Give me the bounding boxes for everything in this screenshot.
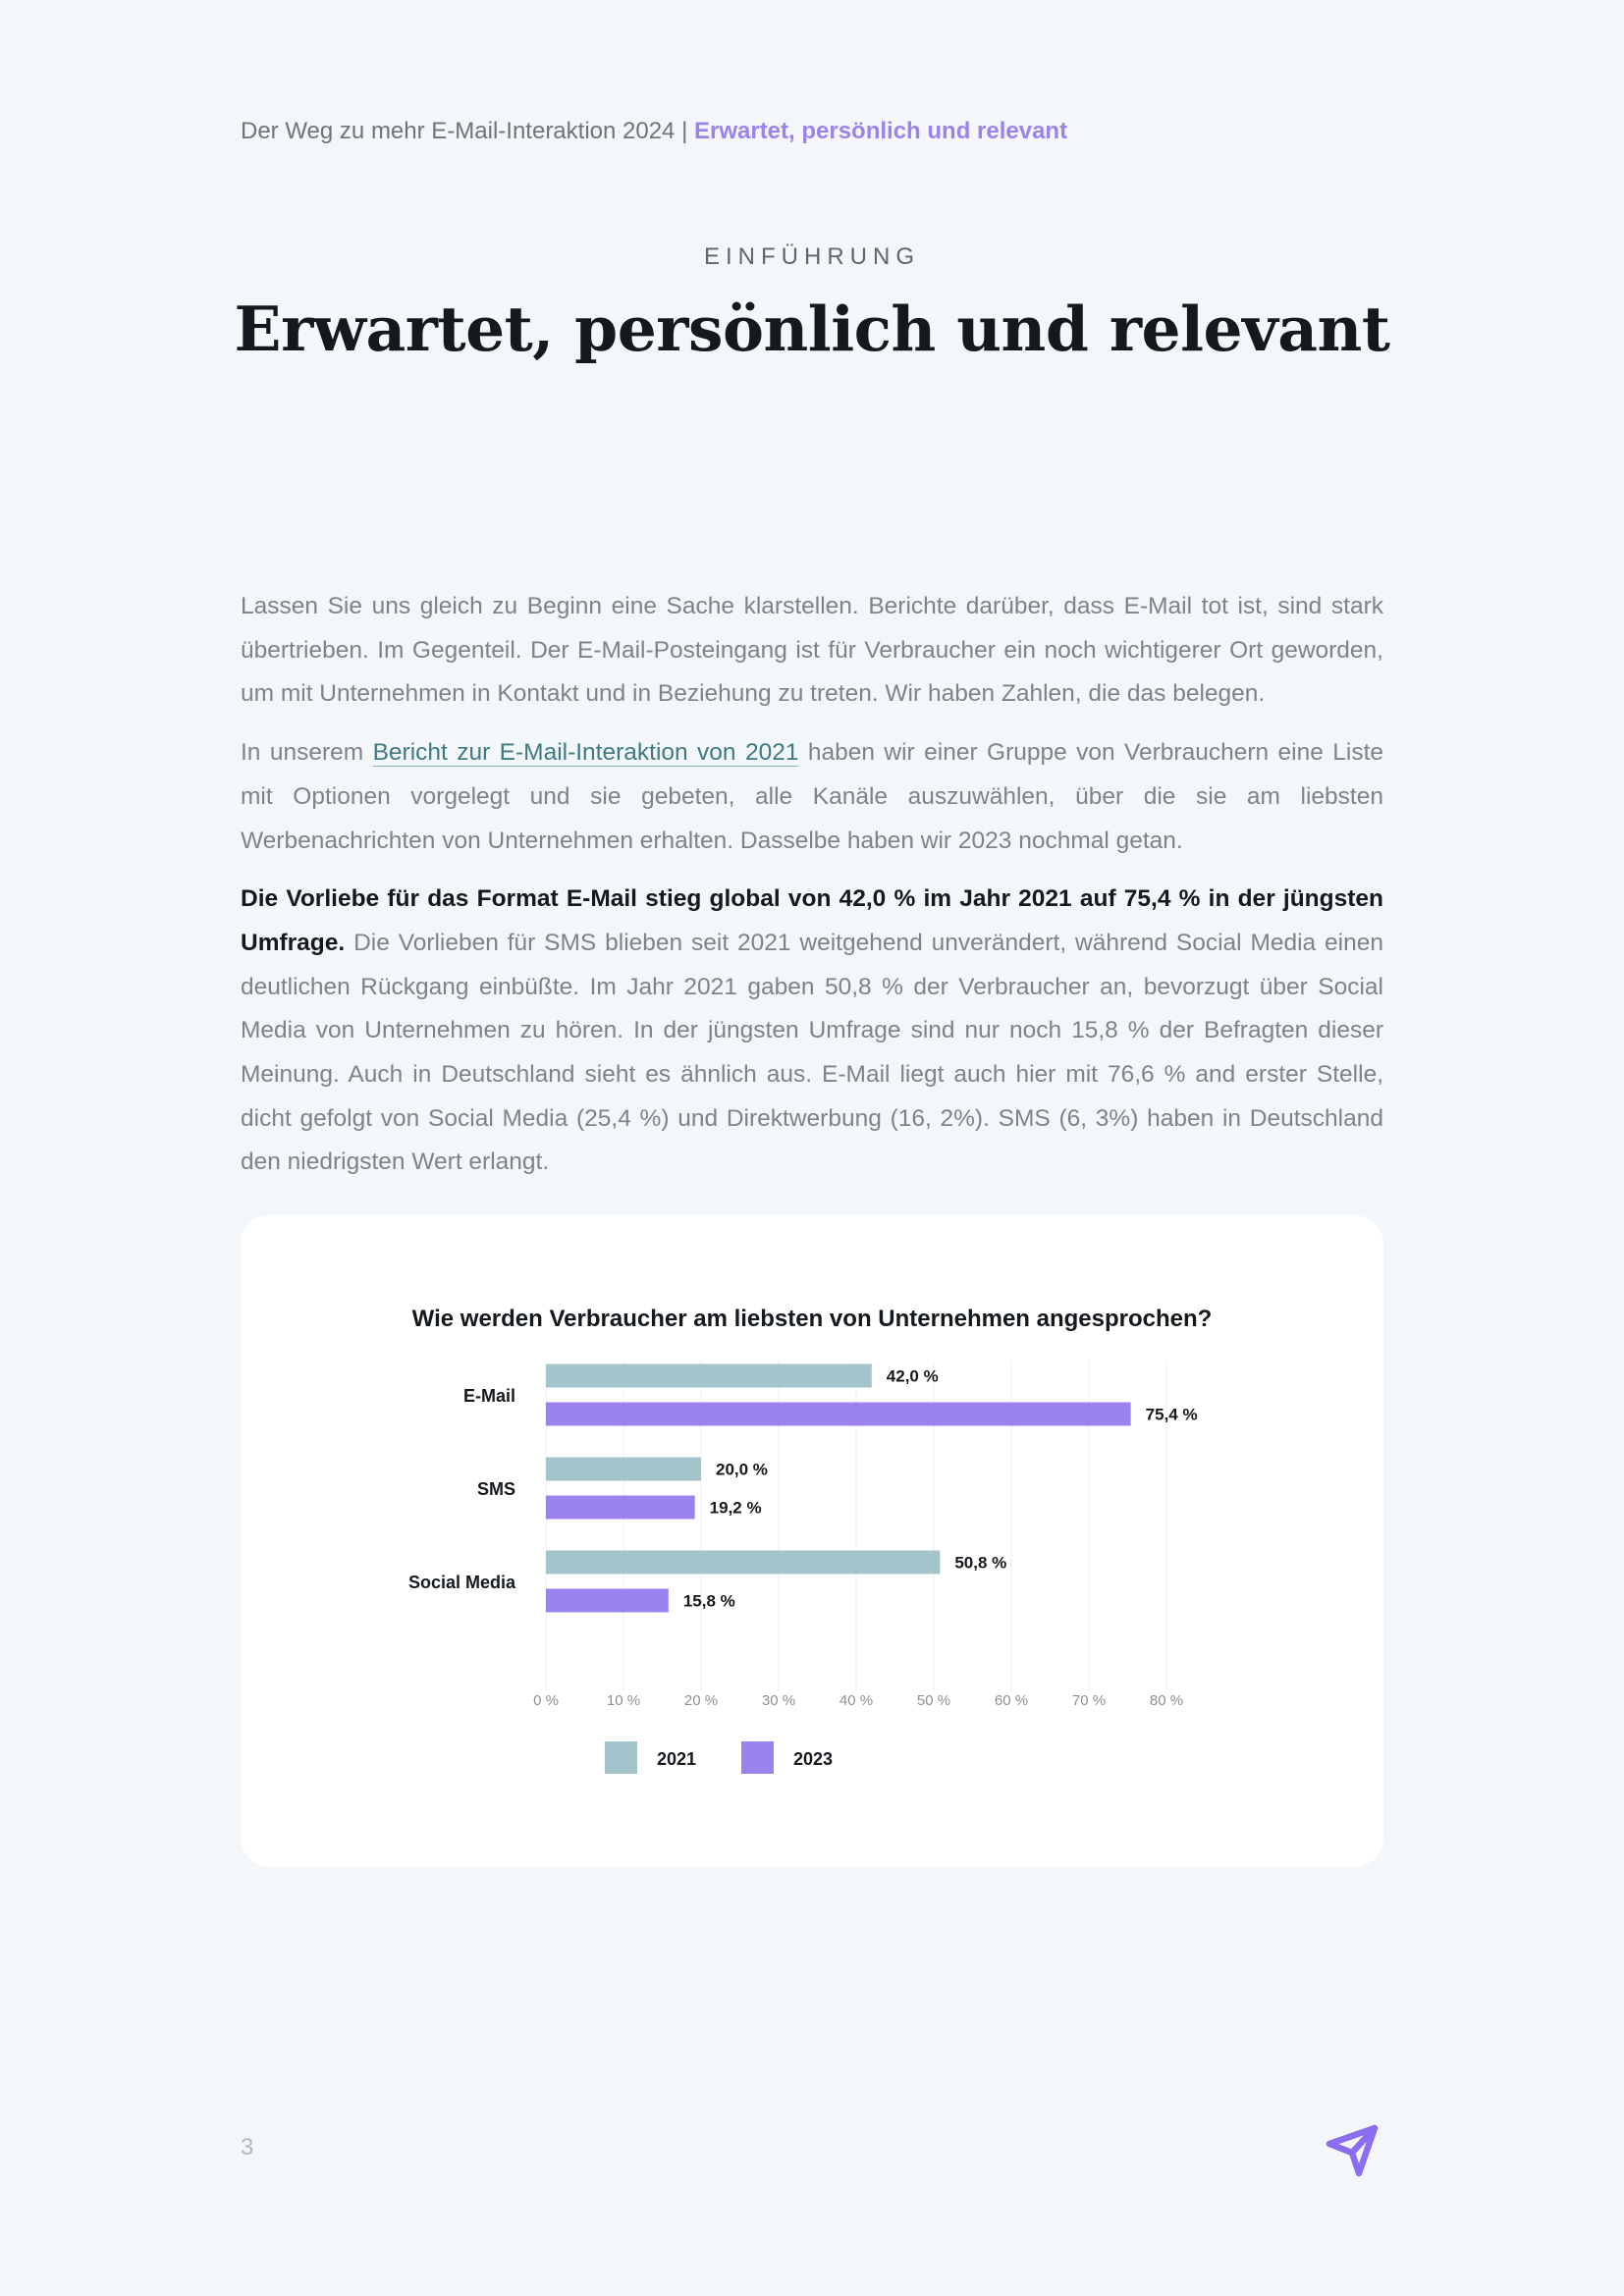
page-title: Erwartet, persönlich und relevant — [234, 293, 1390, 365]
data-label: 42,0 % — [886, 1366, 939, 1386]
bar-2021 — [546, 1551, 940, 1575]
paper-plane-icon — [1324, 2122, 1380, 2179]
bar-2023 — [546, 1403, 1131, 1426]
running-header-section: Erwartet, persönlich und relevant — [693, 118, 1068, 144]
bar-2021 — [546, 1458, 701, 1481]
running-header-title: Der Weg zu mehr E-Mail-Interaktion 2024 | — [241, 118, 688, 144]
x-tick-label: 60 % — [994, 1692, 1029, 1709]
category-label: Social Media — [407, 1573, 515, 1592]
body-text — [241, 585, 1383, 1200]
bar-chart — [241, 1215, 1383, 1867]
bar-2023 — [546, 1496, 695, 1520]
category-label: E-Mail — [462, 1386, 515, 1406]
data-label: 20,0 % — [716, 1460, 768, 1479]
key-finding: Die Vorliebe für das Format E-Mail stieg global von 42,0 % im Jahr 2021 auf 75,4 % in der jüngsten Umfrage. — [241, 885, 1383, 956]
x-tick-label: 20 % — [683, 1692, 719, 1709]
paragraph-findings — [241, 878, 1383, 1185]
x-tick-label: 50 % — [916, 1692, 951, 1709]
paragraph-findings-rest: Die Vorlieben für SMS blieben seit 2021 weitgehend unverändert, während Social Media einen deutlichen Rückgang einbüßte. Im Jahr 2021 gaben 50,8 % der Verbraucher an, bevorzugt über Social Media von Unternehmen zu hören. In der jüngsten Umfrage sind nur noch 15,8 % der Befragten dieser Meinung. Auch in Deutschland sieht es ähnlich aus. E-Mail liegt auch hier mit 76,6 % and erster Stelle, dicht gefolgt von Social Media (25,4 %) und Direktwerbung (16, 2%). SMS (6, 3%) haben in Deutschland den niedrigsten Wert erlangt. — [241, 929, 1383, 1176]
bar-2023 — [546, 1589, 669, 1613]
report-2021-link[interactable]: Bericht zur E-Mail-Interaktion von 2021 — [372, 739, 799, 767]
x-tick-label: 0 % — [533, 1692, 559, 1709]
data-label: 50,8 % — [954, 1553, 1007, 1573]
paragraph-report — [241, 731, 1383, 863]
x-tick-label: 40 % — [839, 1692, 874, 1709]
paragraph-intro: Lassen Sie uns gleich zu Beginn eine Sache klarstellen. Berichte darüber, dass E-Mail tot ist, sind stark übertrieben. Im Gegenteil. Der E-Mail-Posteingang ist für Verbraucher ein noch wichtigerer Ort geworden, um mit Unternehmen in Kontakt und in Beziehung zu treten. Wir haben Zahlen, die das belegen. — [241, 593, 1383, 708]
legend-swatch-2021 — [605, 1741, 637, 1774]
chart-title: Wie werden Verbraucher am liebsten von Unternehmen angesprochen? — [411, 1306, 1213, 1332]
running-header — [241, 118, 1067, 145]
legend-swatch-2023 — [741, 1741, 774, 1774]
x-tick-label: 70 % — [1071, 1692, 1107, 1709]
data-label: 19,2 % — [709, 1498, 762, 1518]
category-label: SMS — [476, 1479, 515, 1499]
data-label: 75,4 % — [1145, 1405, 1198, 1424]
legend-label-2021: 2021 — [657, 1749, 697, 1769]
data-label: 15,8 % — [682, 1591, 735, 1611]
paragraph-report-lead: In unserem — [241, 739, 373, 767]
paragraph-report-tail: haben wir einer Gruppe von Verbrauchern eine Liste mit Optionen vorgelegt und sie gebeten, alle Kanäle auszuwählen, über die sie am liebsten Werbenachrichten von Unternehmen erhalten. Dasselbe haben wir 2023 nochmal getan. — [241, 739, 1384, 854]
x-tick-label: 10 % — [606, 1692, 641, 1709]
chart-card — [241, 1215, 1383, 1867]
bar-2021 — [546, 1364, 872, 1388]
x-tick-label: 80 % — [1149, 1692, 1184, 1709]
section-kicker: EINFÜHRUNG — [704, 243, 920, 270]
x-tick-label: 30 % — [761, 1692, 796, 1709]
legend-label-2023: 2023 — [793, 1749, 834, 1769]
page-number: 3 — [241, 2134, 254, 2161]
